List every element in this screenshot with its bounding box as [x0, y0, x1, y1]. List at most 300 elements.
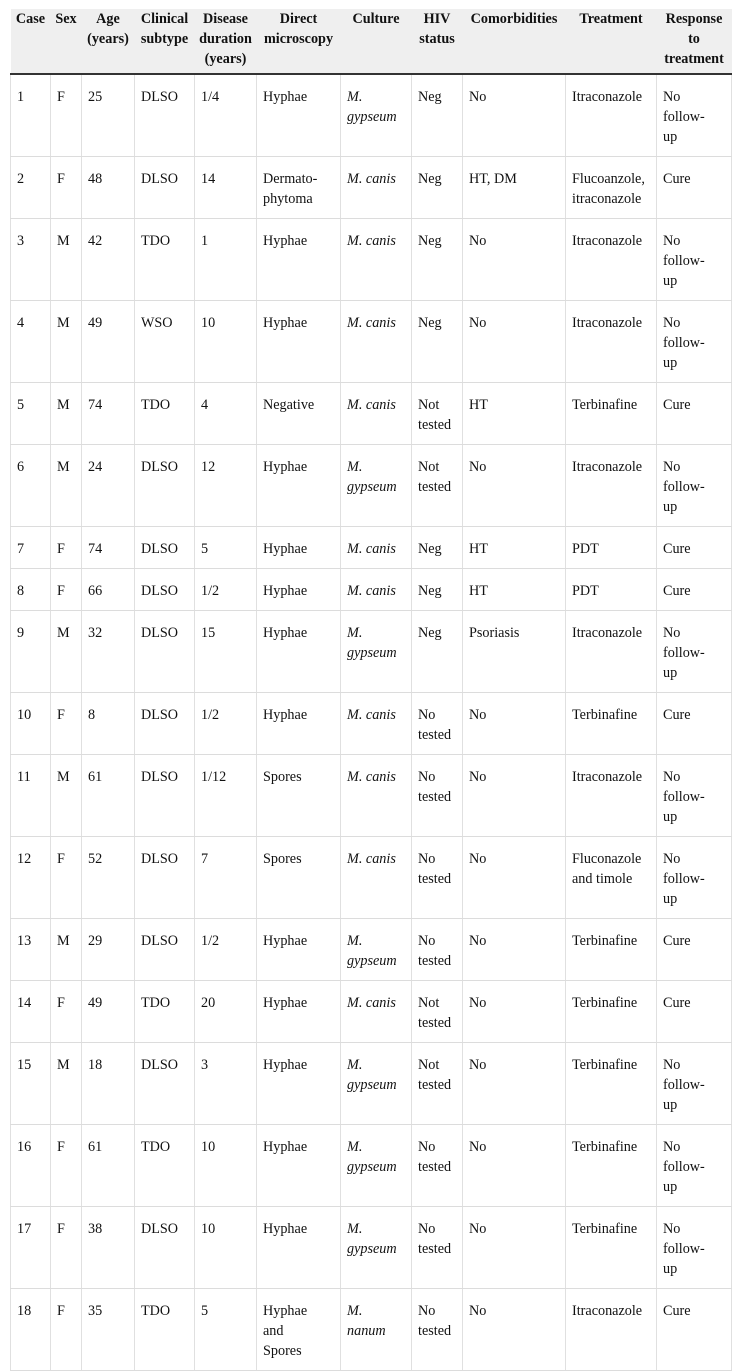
cell-subtype: DLSO	[135, 611, 195, 693]
cell-text: Terbinafine	[572, 707, 638, 723]
cell-case: 16	[11, 1125, 51, 1207]
table-row	[11, 527, 732, 569]
cell-text: No	[469, 769, 487, 785]
cell-response	[657, 1043, 732, 1125]
column-header-text: subtype	[140, 31, 189, 47]
cell-treatment	[566, 755, 657, 837]
cell-text: Terbinafine	[572, 933, 638, 949]
cell-sex: F	[51, 527, 82, 569]
column-header-text: Age	[96, 11, 120, 27]
cell-culture	[341, 527, 412, 569]
cell-text: M.	[347, 1221, 363, 1237]
cell-text: No	[663, 851, 681, 867]
cell-subtype: TDO	[135, 1125, 195, 1207]
cell-text: No	[469, 1139, 487, 1155]
cell-comorbidities	[463, 383, 566, 445]
table-row	[11, 919, 732, 981]
cell-text: follow-	[663, 1159, 705, 1175]
cell-comorbidities	[463, 219, 566, 301]
cell-culture	[341, 569, 412, 611]
cell-treatment	[566, 919, 657, 981]
cell-text: No	[663, 1057, 681, 1073]
cell-text: up	[663, 1261, 678, 1277]
cell-case: 12	[11, 837, 51, 919]
cell-age: 49	[82, 981, 135, 1043]
table-row	[11, 1125, 732, 1207]
cell-text: M. canis	[347, 541, 396, 557]
cell-hiv	[412, 1207, 463, 1289]
table-body	[11, 74, 732, 1371]
cell-age: 74	[82, 383, 135, 445]
cell-text: up	[663, 809, 678, 825]
cell-age: 35	[82, 1289, 135, 1371]
cell-text: Itraconazole	[572, 315, 643, 331]
cell-text: up	[663, 891, 678, 907]
cell-text: No	[663, 315, 681, 331]
cell-text: Spores	[263, 851, 302, 867]
cell-treatment	[566, 383, 657, 445]
cell-text: follow-	[663, 1077, 705, 1093]
column-header-text: Response	[665, 11, 723, 27]
cell-text: No	[663, 459, 681, 475]
cell-comorbidities	[463, 569, 566, 611]
cell-text: Itraconazole	[572, 233, 643, 249]
cell-response	[657, 755, 732, 837]
cell-case: 9	[11, 611, 51, 693]
cell-text: M.	[347, 459, 363, 475]
cell-treatment	[566, 693, 657, 755]
table-row	[11, 74, 732, 157]
cell-hiv	[412, 74, 463, 157]
cell-hiv	[412, 569, 463, 611]
column-header-case	[11, 9, 51, 74]
cell-text: follow-	[663, 1241, 705, 1257]
cell-age: 29	[82, 919, 135, 981]
cell-text: Hyphae	[263, 233, 308, 249]
cell-age: 52	[82, 837, 135, 919]
cell-text: Hyphae	[263, 1139, 308, 1155]
cell-text: M.	[347, 1057, 363, 1073]
cell-hiv	[412, 301, 463, 383]
cell-response	[657, 445, 732, 527]
cell-text: Itraconazole	[572, 89, 643, 105]
cell-duration: 20	[195, 981, 257, 1043]
cell-subtype: TDO	[135, 219, 195, 301]
table-row	[11, 693, 732, 755]
cell-age: 38	[82, 1207, 135, 1289]
cell-text: gypseum	[347, 479, 397, 495]
cell-response	[657, 569, 732, 611]
cell-case: 7	[11, 527, 51, 569]
cell-treatment	[566, 74, 657, 157]
cell-text: PDT	[572, 541, 599, 557]
cell-subtype: DLSO	[135, 527, 195, 569]
cell-text: tested	[418, 479, 452, 495]
cell-text: Neg	[418, 625, 442, 641]
cell-text: No	[469, 995, 487, 1011]
cell-text: Hyphae	[263, 995, 308, 1011]
table-row	[11, 569, 732, 611]
cell-hiv	[412, 693, 463, 755]
cell-text: tested	[418, 789, 452, 805]
table-row	[11, 755, 732, 837]
cell-text: tested	[418, 871, 452, 887]
cell-subtype: TDO	[135, 383, 195, 445]
cell-text: and timole	[572, 871, 633, 887]
cell-duration: 15	[195, 611, 257, 693]
cell-text: M.	[347, 1303, 363, 1319]
cell-sex: M	[51, 755, 82, 837]
cell-microscopy	[257, 755, 341, 837]
cell-age: 18	[82, 1043, 135, 1125]
cell-age: 42	[82, 219, 135, 301]
cell-text: Terbinafine	[572, 397, 638, 413]
cell-case: 3	[11, 219, 51, 301]
cell-culture	[341, 919, 412, 981]
table-row	[11, 1207, 732, 1289]
cell-culture	[341, 383, 412, 445]
column-header-text: HIV	[423, 11, 451, 27]
cell-response	[657, 301, 732, 383]
cell-subtype: TDO	[135, 981, 195, 1043]
cell-text: HT, DM	[469, 171, 517, 187]
cell-text: No	[663, 769, 681, 785]
column-header-text: (years)	[204, 51, 247, 67]
cell-response	[657, 981, 732, 1043]
cell-treatment	[566, 569, 657, 611]
cell-culture	[341, 1125, 412, 1207]
cell-duration: 4	[195, 383, 257, 445]
cell-text: gypseum	[347, 109, 397, 125]
table-row	[11, 383, 732, 445]
cell-text: Spores	[263, 1343, 302, 1359]
cell-text: Neg	[418, 171, 442, 187]
cell-subtype: TDO	[135, 1289, 195, 1371]
cell-text: tested	[418, 727, 452, 743]
cell-text: Itraconazole	[572, 459, 643, 475]
cell-text: M.	[347, 89, 363, 105]
cell-text: No	[418, 933, 436, 949]
cell-culture	[341, 1043, 412, 1125]
cell-text: Neg	[418, 89, 442, 105]
cell-text: tested	[418, 417, 452, 433]
cell-text: No	[469, 1057, 487, 1073]
cell-age: 48	[82, 157, 135, 219]
cell-case: 4	[11, 301, 51, 383]
cell-duration: 12	[195, 445, 257, 527]
cell-text: Hyphae	[263, 707, 308, 723]
cell-hiv	[412, 1289, 463, 1371]
cell-duration: 5	[195, 1289, 257, 1371]
cell-text: M.	[347, 1139, 363, 1155]
cell-text: tested	[418, 1077, 452, 1093]
column-header-disease-duration	[195, 9, 257, 74]
table-row	[11, 611, 732, 693]
cell-text: Hyphae	[263, 1303, 308, 1319]
cell-text: No	[663, 625, 681, 641]
cell-text: No	[469, 1221, 487, 1237]
cell-text: up	[663, 355, 678, 371]
cell-response	[657, 219, 732, 301]
cell-text: up	[663, 1097, 678, 1113]
cell-culture	[341, 74, 412, 157]
cell-age: 8	[82, 693, 135, 755]
cell-subtype: DLSO	[135, 919, 195, 981]
cell-duration: 1/12	[195, 755, 257, 837]
cell-text: gypseum	[347, 1241, 397, 1257]
cell-case: 14	[11, 981, 51, 1043]
cell-comorbidities	[463, 1207, 566, 1289]
cell-text: M. canis	[347, 707, 396, 723]
column-header-comorbidities	[463, 9, 566, 74]
cell-age: 49	[82, 301, 135, 383]
cell-subtype: DLSO	[135, 755, 195, 837]
cell-text: No	[663, 89, 681, 105]
cell-text: Cure	[663, 933, 691, 949]
cell-text: Hyphae	[263, 459, 308, 475]
cell-culture	[341, 981, 412, 1043]
cell-hiv	[412, 1043, 463, 1125]
column-header-response-to-treatment	[657, 9, 732, 74]
cell-text: No	[418, 1303, 436, 1319]
cell-treatment	[566, 611, 657, 693]
cell-microscopy	[257, 1289, 341, 1371]
cell-text: phytoma	[263, 191, 313, 207]
cell-text: Terbinafine	[572, 1057, 638, 1073]
column-header-hiv-status	[412, 9, 463, 74]
cell-response	[657, 157, 732, 219]
cell-comorbidities	[463, 919, 566, 981]
cell-microscopy	[257, 837, 341, 919]
cell-hiv	[412, 157, 463, 219]
column-header-text: microscopy	[263, 31, 334, 47]
column-header-culture	[341, 9, 412, 74]
cell-treatment	[566, 1043, 657, 1125]
column-header-sex	[51, 9, 82, 74]
cell-text: No	[418, 851, 436, 867]
cell-text: No	[663, 1139, 681, 1155]
table-row	[11, 981, 732, 1043]
cell-text: No	[663, 233, 681, 249]
cell-culture	[341, 1289, 412, 1371]
cell-text: No	[418, 1139, 436, 1155]
table-row	[11, 219, 732, 301]
cell-text: Hyphae	[263, 89, 308, 105]
cell-sex: F	[51, 1125, 82, 1207]
cell-text: gypseum	[347, 1159, 397, 1175]
cell-duration: 1/4	[195, 74, 257, 157]
cell-culture	[341, 301, 412, 383]
column-header-text: status	[419, 31, 455, 47]
cell-text: gypseum	[347, 645, 397, 661]
cell-case: 11	[11, 755, 51, 837]
cell-sex: F	[51, 74, 82, 157]
cell-age: 66	[82, 569, 135, 611]
cell-text: follow-	[663, 479, 705, 495]
cell-age: 25	[82, 74, 135, 157]
cell-case: 1	[11, 74, 51, 157]
table-row	[11, 837, 732, 919]
cell-duration: 5	[195, 527, 257, 569]
cell-text: Cure	[663, 171, 691, 187]
cell-text: M. canis	[347, 397, 396, 413]
cell-text: tested	[418, 953, 452, 969]
cell-age: 61	[82, 1125, 135, 1207]
cell-text: Flucoanzole,	[572, 171, 645, 187]
column-header-text: treatment	[664, 51, 724, 67]
cell-text: No	[469, 707, 487, 723]
column-header-text: Direct	[279, 11, 318, 27]
cell-treatment	[566, 837, 657, 919]
cell-treatment	[566, 1207, 657, 1289]
cell-text: Dermato-	[263, 171, 318, 187]
cell-text: M. canis	[347, 583, 396, 599]
cell-text: M.	[347, 933, 363, 949]
cell-text: Terbinafine	[572, 995, 638, 1011]
cell-culture	[341, 219, 412, 301]
cell-response	[657, 837, 732, 919]
cell-text: Hyphae	[263, 583, 308, 599]
cell-sex: F	[51, 569, 82, 611]
cell-microscopy	[257, 527, 341, 569]
cell-text: follow-	[663, 109, 705, 125]
cell-text: nanum	[347, 1323, 386, 1339]
cell-text: Neg	[418, 541, 442, 557]
column-header-age	[82, 9, 135, 74]
cell-hiv	[412, 1125, 463, 1207]
cell-treatment	[566, 219, 657, 301]
cell-sex: M	[51, 611, 82, 693]
cell-text: Hyphae	[263, 625, 308, 641]
cell-text: Not	[418, 397, 440, 413]
cell-case: 5	[11, 383, 51, 445]
cell-text: gypseum	[347, 953, 397, 969]
cell-microscopy	[257, 693, 341, 755]
cell-hiv	[412, 445, 463, 527]
column-header-text: Comorbidities	[470, 11, 558, 27]
cell-microscopy	[257, 219, 341, 301]
cell-text: HT	[469, 397, 488, 413]
cell-culture	[341, 837, 412, 919]
cell-comorbidities	[463, 1289, 566, 1371]
cell-subtype: DLSO	[135, 693, 195, 755]
cell-microscopy	[257, 157, 341, 219]
cell-text: No	[418, 707, 436, 723]
cell-case: 8	[11, 569, 51, 611]
cell-comorbidities	[463, 157, 566, 219]
cell-subtype: WSO	[135, 301, 195, 383]
cell-text: up	[663, 1179, 678, 1195]
cell-text: tested	[418, 1323, 452, 1339]
cell-text: HT	[469, 541, 488, 557]
cell-response	[657, 919, 732, 981]
cell-text: No	[469, 851, 487, 867]
table-row	[11, 1289, 732, 1371]
cell-text: Cure	[663, 995, 691, 1011]
cell-text: tested	[418, 1241, 452, 1257]
cell-hiv	[412, 219, 463, 301]
cell-text: Hyphae	[263, 933, 308, 949]
cell-duration: 3	[195, 1043, 257, 1125]
case-table	[10, 9, 732, 1371]
cell-text: No	[469, 933, 487, 949]
cell-duration: 1/2	[195, 693, 257, 755]
cell-text: up	[663, 665, 678, 681]
cell-microscopy	[257, 1043, 341, 1125]
cell-age: 61	[82, 755, 135, 837]
cell-text: itraconazole	[572, 191, 642, 207]
cell-subtype: DLSO	[135, 1207, 195, 1289]
cell-response	[657, 611, 732, 693]
cell-sex: F	[51, 981, 82, 1043]
cell-microscopy	[257, 383, 341, 445]
cell-response	[657, 74, 732, 157]
cell-text: No	[469, 233, 487, 249]
cell-text: M. canis	[347, 769, 396, 785]
cell-sex: M	[51, 919, 82, 981]
column-header-text: Disease	[203, 11, 248, 27]
cell-text: Terbinafine	[572, 1221, 638, 1237]
cell-text: HT	[469, 583, 488, 599]
cell-age: 74	[82, 527, 135, 569]
cell-sex: F	[51, 157, 82, 219]
cell-microscopy	[257, 445, 341, 527]
cell-case: 2	[11, 157, 51, 219]
cell-text: M. canis	[347, 233, 396, 249]
cell-treatment	[566, 1289, 657, 1371]
cell-text: follow-	[663, 645, 705, 661]
cell-text: Fluconazole	[572, 851, 642, 867]
cell-microscopy	[257, 611, 341, 693]
cell-text: Cure	[663, 397, 691, 413]
cell-text: No	[469, 459, 487, 475]
cell-culture	[341, 611, 412, 693]
cell-case: 17	[11, 1207, 51, 1289]
cell-subtype: DLSO	[135, 74, 195, 157]
cell-text: M. canis	[347, 171, 396, 187]
cell-text: Hyphae	[263, 1221, 308, 1237]
cell-text: up	[663, 273, 678, 289]
column-header-text: Sex	[55, 11, 77, 27]
cell-duration: 7	[195, 837, 257, 919]
cell-subtype: DLSO	[135, 445, 195, 527]
cell-text: tested	[418, 1159, 452, 1175]
cell-treatment	[566, 445, 657, 527]
table-row	[11, 445, 732, 527]
column-header-text: Case	[15, 11, 46, 27]
cell-text: No	[418, 1221, 436, 1237]
cell-response	[657, 1207, 732, 1289]
cell-comorbidities	[463, 1043, 566, 1125]
cell-text: Not	[418, 459, 440, 475]
cell-response	[657, 693, 732, 755]
cell-response	[657, 383, 732, 445]
cell-comorbidities	[463, 74, 566, 157]
cell-text: Itraconazole	[572, 1303, 643, 1319]
cell-duration: 1/2	[195, 569, 257, 611]
cell-sex: M	[51, 219, 82, 301]
cell-case: 10	[11, 693, 51, 755]
cell-text: Cure	[663, 1303, 691, 1319]
cell-text: Psoriasis	[469, 625, 520, 641]
cell-sex: M	[51, 1043, 82, 1125]
cell-duration: 14	[195, 157, 257, 219]
cell-sex: F	[51, 837, 82, 919]
cell-text: No	[663, 1221, 681, 1237]
cell-response	[657, 1125, 732, 1207]
cell-microscopy	[257, 301, 341, 383]
cell-microscopy	[257, 919, 341, 981]
